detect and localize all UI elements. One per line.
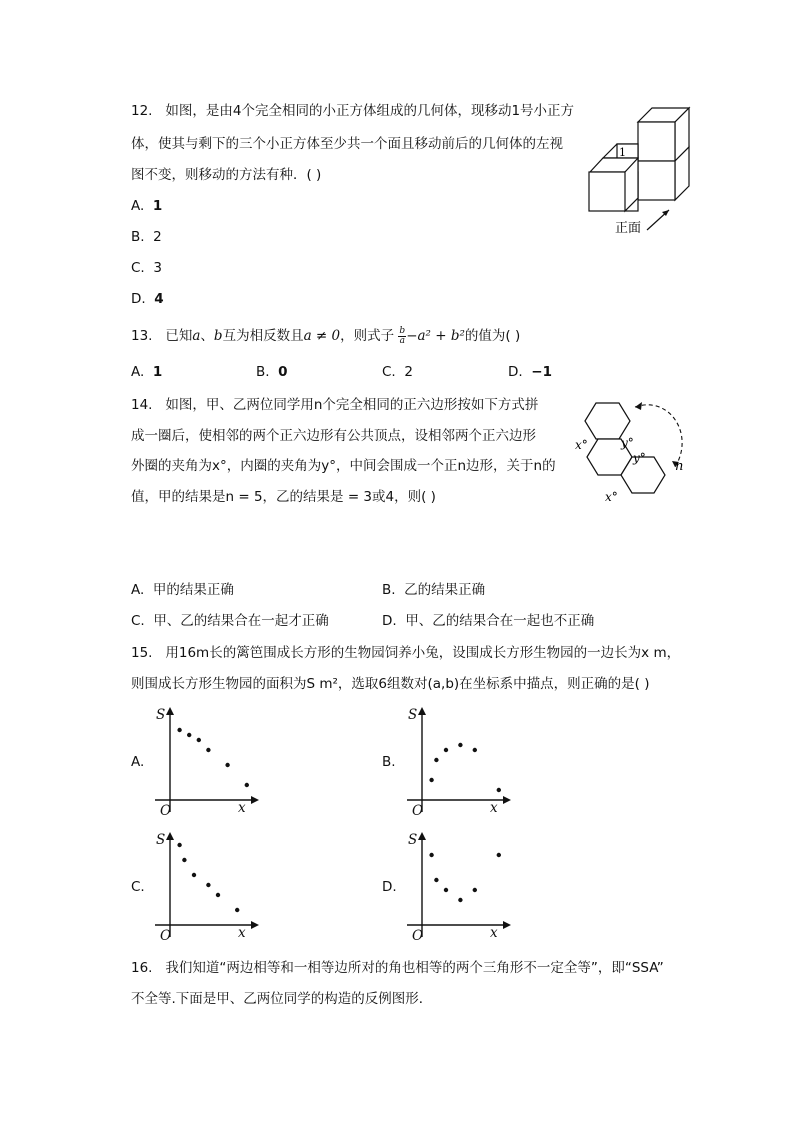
data-point-4 [206, 883, 210, 887]
axis-label-s: S [408, 832, 418, 848]
axis-label-x: x [490, 925, 498, 941]
q15-plot-c[interactable] [150, 828, 260, 943]
q13-option-b[interactable]: B. 0 [256, 364, 288, 380]
q12-cube-figure [585, 100, 700, 240]
y-axis-arrow-icon [166, 707, 174, 715]
q12-cube-label: 1 [619, 146, 626, 159]
data-point-4 [458, 898, 462, 902]
q14-option-a[interactable]: A. 甲的结果正确 [131, 582, 234, 598]
q12-number: 12. [131, 103, 153, 119]
q15-option-c-label[interactable]: C. [131, 879, 145, 895]
q12-line2: 体，使其与剩下的三个小正方体至少共一个面且移动前后的几何体的左视 [131, 136, 563, 152]
q12-front-label: 正面 [615, 221, 642, 236]
data-point-3 [444, 748, 448, 752]
y-axis-arrow-icon [418, 832, 426, 840]
hexagon-1 [585, 403, 630, 439]
data-point-1 [429, 778, 433, 782]
origin-label: O [160, 803, 172, 819]
q13-stem: 13. 已知a、b互为相反数且a ≠ 0，则式子 $\frac{b}{a}$ −a² + b²的值为( ) [131, 325, 521, 346]
q14-y-label-top: y° [621, 436, 634, 450]
q15-line2: 则围成长方形生物园的面积为S m²，选取6组数对(a,b)在坐标系中描点，则正确的是( ) [131, 676, 650, 692]
q16-line2: 不全等.下面是甲、乙两位同学的构造的反例图形． [131, 991, 433, 1007]
q14-line1: 14. 如图，甲、乙两位同学用n个完全相同的正六边形按如下方式拼 [131, 397, 539, 413]
q15-plot-d[interactable] [402, 828, 512, 943]
q12-option-b[interactable]: B. 2 [131, 229, 162, 245]
data-point-4 [458, 743, 462, 747]
data-point-5 [473, 748, 477, 752]
origin-label: O [412, 928, 424, 944]
data-point-6 [497, 788, 501, 792]
data-point-5 [473, 888, 477, 892]
data-point-6 [245, 783, 249, 787]
data-point-1 [177, 843, 181, 847]
data-point-2 [434, 758, 438, 762]
q15-option-a-label[interactable]: A. [131, 754, 145, 770]
x-axis-arrow-icon [503, 921, 511, 929]
data-point-1 [177, 728, 181, 732]
q12-option-a[interactable]: A. 1 [131, 198, 163, 214]
q15-plot-a[interactable] [150, 703, 260, 818]
q14-option-b[interactable]: B. 乙的结果正确 [382, 582, 486, 598]
y-axis-arrow-icon [418, 707, 426, 715]
data-point-4 [206, 748, 210, 752]
data-point-1 [429, 853, 433, 857]
q15-line1: 15. 用16m长的篱笆围成长方形的生物园饲养小兔，设围成长方形生物园的一边长为x m， [131, 645, 681, 661]
q14-n-label: n [675, 459, 684, 474]
q14-line2: 成一圈后，使相邻的两个正六边形有公共顶点，设相邻两个正六边形 [131, 428, 536, 444]
q12-line3: 图不变，则移动的方法有种．( ) [131, 167, 322, 183]
data-point-3 [444, 888, 448, 892]
q15-plot-b[interactable] [402, 703, 512, 818]
q14-y-label-right: y° [633, 451, 646, 465]
data-point-5 [225, 763, 229, 767]
q12-line1 [131, 101, 574, 121]
axis-label-s: S [408, 707, 418, 723]
q12-option-d[interactable]: D. 4 [131, 291, 164, 307]
axis-label-s: S [156, 832, 166, 848]
q15-option-b-label[interactable]: B. [382, 754, 396, 770]
x-axis-arrow-icon [503, 796, 511, 804]
q12-text-1: 如图，是由4个完全相同的小正方体组成的几何体，现移动1号小正方 [165, 103, 575, 119]
q13-option-c[interactable]: C. 2 [382, 364, 413, 380]
q14-hexagon-figure [575, 395, 700, 510]
q15-option-d-label[interactable]: D. [382, 879, 397, 895]
data-point-3 [192, 873, 196, 877]
axis-label-x: x [490, 800, 498, 816]
q13-fraction: $\frac{b}{a}$ [399, 325, 406, 346]
data-point-2 [434, 878, 438, 882]
data-point-5 [216, 893, 220, 897]
data-point-6 [235, 908, 239, 912]
q16-line1: 16. 我们知道“两边相等和一相等边所对的角也相等的两个三角形不一定全等”，即“SSA” [131, 960, 664, 976]
x-axis-arrow-icon [251, 796, 259, 804]
origin-label: O [412, 803, 424, 819]
q13-option-a[interactable]: A. 1 [131, 364, 163, 380]
y-axis-arrow-icon [166, 832, 174, 840]
q14-x-label-top: x° [575, 438, 588, 452]
axis-label-x: x [238, 925, 246, 941]
q14-line3: 外圈的夹角为x°，内圈的夹角为y°，中间会围成一个正n边形，关于n的 [131, 458, 556, 474]
data-point-2 [187, 733, 191, 737]
origin-label: O [160, 928, 172, 944]
q14-line4: 值，甲的结果是n = 5，乙的结果是 = 3或4，则( ) [131, 489, 436, 505]
q13-option-d[interactable]: D. −1 [508, 364, 552, 380]
q14-option-d[interactable]: D. 甲、乙的结果合在一起也不正确 [382, 613, 595, 629]
q14-x-label-bottom: x° [605, 490, 618, 504]
q12-option-c[interactable]: C. 3 [131, 260, 162, 276]
axis-label-s: S [156, 707, 166, 723]
data-point-2 [182, 858, 186, 862]
data-point-3 [197, 738, 201, 742]
axis-label-x: x [238, 800, 246, 816]
q14-arc-arrow-icon [635, 402, 642, 410]
data-point-6 [497, 853, 501, 857]
q14-option-c[interactable]: C. 甲、乙的结果合在一起才正确 [131, 613, 329, 629]
x-axis-arrow-icon [251, 921, 259, 929]
